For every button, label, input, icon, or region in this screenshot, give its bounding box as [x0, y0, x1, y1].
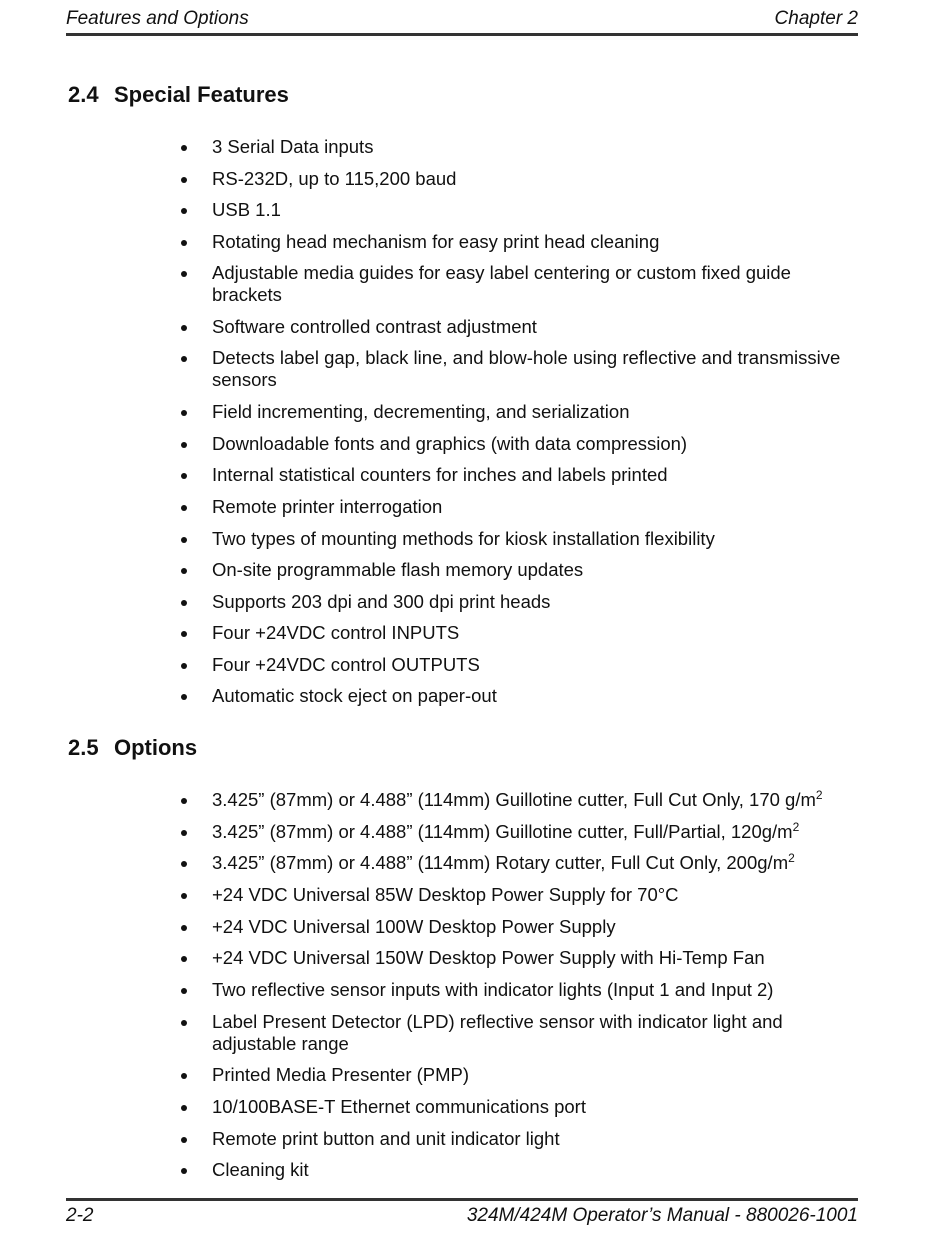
running-footer — [66, 1205, 858, 1231]
section-title-options — [68, 735, 197, 761]
bullet-icon — [181, 145, 187, 151]
list-item-text — [212, 789, 842, 811]
bullet-icon — [181, 1137, 187, 1143]
header-rule — [66, 33, 858, 36]
bullet-icon — [181, 631, 187, 637]
list-item-text — [212, 852, 842, 874]
page-number: 2-2 — [66, 1205, 94, 1226]
list-item-label: 10/100BASE-T Ethernet communications port — [212, 1096, 586, 1117]
list-item-text — [212, 1128, 842, 1150]
list-item-label: Remote printer interrogation — [212, 496, 443, 517]
list-item-label: Label Present Detector (LPD) reflective sensor with indicator light and adjustable range — [212, 1011, 783, 1054]
list-item-text — [212, 591, 842, 613]
bullet-icon — [181, 861, 187, 867]
list-item-text — [212, 464, 842, 486]
list-item-label: On-site programmable flash memory updates — [212, 559, 584, 580]
bullet-icon — [181, 325, 187, 331]
list-item-label: RS-232D, up to 115,200 baud — [212, 168, 457, 189]
list-item-text — [212, 884, 842, 906]
bullet-icon — [181, 694, 187, 700]
list-item-text — [212, 347, 842, 391]
bullet-icon — [181, 442, 187, 448]
list-item-text — [212, 947, 842, 969]
list-item-label: Four +24VDC control INPUTS — [212, 622, 460, 643]
section-number: 2.5 — [68, 735, 99, 760]
list-item-text — [212, 1064, 842, 1086]
section-number: 2.4 — [68, 82, 99, 107]
list-item-text — [212, 685, 842, 707]
header-section-name: Features and Options — [66, 8, 249, 29]
section-title-special-features — [68, 82, 289, 108]
list-item-text — [212, 528, 842, 550]
list-item-label: Four +24VDC control OUTPUTS — [212, 654, 480, 675]
bullet-icon — [181, 1105, 187, 1111]
bullet-icon — [181, 1073, 187, 1079]
list-item-label: Supports 203 dpi and 300 dpi print heads — [212, 591, 551, 612]
list-item-label: 3 Serial Data inputs — [212, 136, 374, 157]
manual-title: 324M/424M Operator’s Manual - 880026-1001 — [466, 1205, 858, 1226]
bullet-icon — [181, 1168, 187, 1174]
bullet-icon — [181, 177, 187, 183]
list-item-text — [212, 231, 842, 253]
footer-rule — [66, 1198, 858, 1201]
bullet-icon — [181, 208, 187, 214]
list-item-text — [212, 654, 842, 676]
list-item-label: Two types of mounting methods for kiosk installation flexibility — [212, 528, 715, 549]
list-item-text — [212, 916, 842, 938]
list-item-label: Field incrementing, decrementing, and serialization — [212, 401, 630, 422]
list-item-label: +24 VDC Universal 150W Desktop Power Supply with Hi-Temp Fan — [212, 947, 765, 968]
superscript: 2 — [788, 850, 795, 865]
list-item-text — [212, 1011, 842, 1055]
list-item-label: Software controlled contrast adjustment — [212, 316, 537, 337]
bullet-icon — [181, 568, 187, 574]
bullet-icon — [181, 988, 187, 994]
list-item-label: 3.425” (87mm) or 4.488” (114mm) Guillotine cutter, Full/Partial, 120g/m — [212, 821, 793, 842]
bullet-icon — [181, 356, 187, 362]
bullet-icon — [181, 1020, 187, 1026]
list-item-label: Adjustable media guides for easy label centering or custom fixed guide brackets — [212, 262, 791, 305]
list-item-text — [212, 433, 842, 455]
bullet-icon — [181, 663, 187, 669]
bullet-icon — [181, 473, 187, 479]
list-item-label: Two reflective sensor inputs with indicator lights (Input 1 and Input 2) — [212, 979, 774, 1000]
bullet-icon — [181, 410, 187, 416]
running-header — [66, 8, 858, 34]
list-item-label: Automatic stock eject on paper-out — [212, 685, 497, 706]
list-item-label: Internal statistical counters for inches and labels printed — [212, 464, 668, 485]
list-item-label: Printed Media Presenter (PMP) — [212, 1064, 470, 1085]
header-chapter: Chapter 2 — [774, 8, 858, 29]
list-item-text — [212, 316, 842, 338]
superscript: 2 — [792, 819, 800, 834]
list-item-label: USB 1.1 — [212, 199, 281, 220]
bullet-icon — [181, 600, 187, 606]
list-item-text — [212, 168, 842, 190]
list-item-label: 3.425” (87mm) or 4.488” (114mm) Rotary cutter, Full Cut Only, 200g/m — [212, 852, 789, 873]
list-item-text — [212, 199, 842, 221]
bullet-icon — [181, 271, 187, 277]
bullet-icon — [181, 956, 187, 962]
superscript: 2 — [815, 787, 823, 802]
list-item-text — [212, 559, 842, 581]
bullet-icon — [181, 893, 187, 899]
bullet-icon — [181, 925, 187, 931]
list-item-text — [212, 1159, 842, 1181]
list-item-text — [212, 622, 842, 644]
bullet-icon — [181, 830, 187, 836]
section-title-text: Options — [114, 735, 198, 760]
list-item-label: Downloadable fonts and graphics (with data compression) — [212, 433, 688, 454]
bullet-icon — [181, 240, 187, 246]
list-item-text — [212, 979, 842, 1001]
bullet-icon — [181, 537, 187, 543]
list-item-text — [212, 262, 842, 306]
list-item-text — [212, 1096, 842, 1118]
bullet-icon — [181, 505, 187, 511]
list-item-text — [212, 136, 842, 158]
list-item-text — [212, 496, 842, 518]
list-item-label: Rotating head mechanism for easy print head cleaning — [212, 231, 660, 252]
list-item-label: 3.425” (87mm) or 4.488” (114mm) Guillotine cutter, Full Cut Only, 170 g/m — [212, 789, 816, 810]
list-item-label: +24 VDC Universal 100W Desktop Power Supply — [212, 916, 616, 937]
list-item-text — [212, 821, 842, 843]
list-item-label: +24 VDC Universal 85W Desktop Power Supply for 70°C — [212, 884, 679, 905]
list-item-label: Remote print button and unit indicator light — [212, 1128, 560, 1149]
list-item-label: Cleaning kit — [212, 1159, 309, 1180]
bullet-icon — [181, 798, 187, 804]
section-title-text: Special Features — [114, 82, 289, 107]
list-item-text — [212, 401, 842, 423]
list-item-label: Detects label gap, black line, and blow-hole using reflective and transmissive sensors — [212, 347, 841, 390]
